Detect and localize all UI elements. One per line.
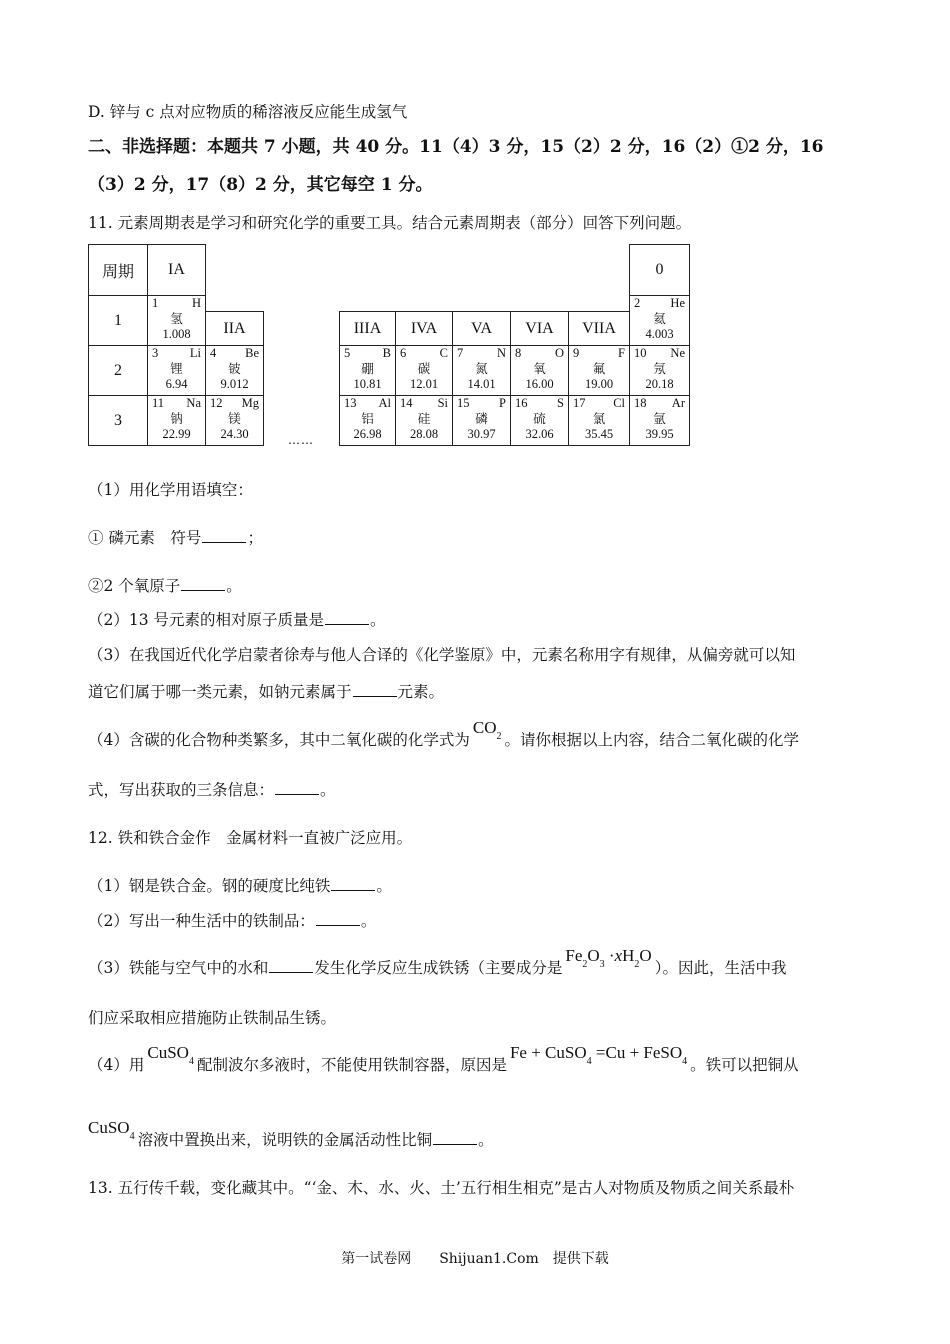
group-va-header: VA [452,311,511,346]
element-cell: 10 Ne 氖 20.18 [629,345,690,396]
q11-part4a: （4）含碳的化合物种类繁多，其中二氧化碳的化学式为$CO_2$ 。请你根据以上内容，结合二氧化碳的化学 [88,718,800,749]
group-iia-header: IIA [205,311,264,346]
answer-blank[interactable] [325,610,369,625]
element-cell: 18 Ar 氩 39.95 [629,395,690,446]
q12-part1: （1）钢是铁合金。钢的硬度比纯铁 。 [88,877,392,895]
element-cell: 8 O 氧 16.00 [510,345,569,396]
answer-blank[interactable] [181,576,225,591]
group-viia-header: VIIA [568,311,630,346]
answer-blank[interactable] [353,682,397,697]
q11-part3b: 道它们属于哪一类元素，如钠元素属于 元素。 [88,683,445,701]
cuso4-formula: CuSO$_4$ [88,1118,135,1142]
element-cell: 14 Si 硅 28.08 [395,395,453,446]
q11-part3a: （3）在我国近代化学启蒙者徐寿与他人合译的《化学鉴原》中，元素名称用字有规律，从偏旁就可以知 [88,646,796,664]
answer-blank[interactable] [269,958,313,973]
element-cell: 3 Li 锂 6.94 [147,345,206,396]
q11-part1b: ②2 个氧原子 。 [88,577,242,595]
q12-part2: （2）写出一种生活中的铁制品： 。 [88,912,377,930]
element-cell: 4 Be 铍 9.012 [205,345,264,396]
element-cell: 11 Na 钠 22.99 [147,395,206,446]
periodic-table [88,244,690,446]
q12-part4a: （4）用CuSO$_4$ 配制波尔多液时，不能使用铁制容器，原因是Fe + CuSO$_4$ =Cu + FeSO$_4$ 。铁可以把铜从 [88,1043,799,1074]
group-via-header: VIA [510,311,569,346]
q12-part3b: 们应采取相应措施防止铁制品生锈。 [88,1009,337,1027]
period-3: 3 [88,395,148,446]
element-cell: 2 He 氦 4.003 [629,295,690,346]
element-cell: 16 S 硫 32.06 [510,395,569,446]
q13-stem: 13. 五行传千载，变化藏其中。“‘金、木、水、火、土’五行相生相克”是古人对物质及物质之间关系最朴 [88,1179,795,1197]
period-2: 2 [88,345,148,396]
option-d: D. 锌与 c 点对应物质的稀溶液反应能生成氢气 [88,103,408,121]
q11-part2: （2）13 号元素的相对原子质量是 。 [88,611,386,629]
table-ellipsis: …… [288,433,314,447]
element-cell: 5 B 硼 10.81 [339,345,396,396]
answer-blank[interactable] [202,528,246,543]
q12-part3a: （3）铁能与空气中的水和 发生化学反应生成铁锈（主要成分是$Fe_2O_3 \cdot xH_2O$）。因此，生活中我 [88,946,787,977]
element-cell: 17 Cl 氯 35.45 [568,395,630,446]
answer-blank[interactable] [331,876,375,891]
period-1: 1 [88,295,148,346]
co2-formula: $CO_2$ [472,718,502,742]
group-iiia-header: IIIA [339,311,396,346]
element-cell: 13 Al 铝 26.98 [339,395,396,446]
element-cell: 6 C 碳 12.01 [395,345,453,396]
section-heading-line1: 二、非选择题：本题共 7 小题，共 40 分。11（4）3 分，15（2）2 分，16（2）①2 分，16 [88,137,824,157]
q11-part1: （1）用化学用语填空： [88,481,253,499]
answer-blank[interactable] [316,911,360,926]
element-cell: 15 P 磷 30.97 [452,395,511,446]
element-cell: 12 Mg 镁 24.30 [205,395,264,446]
rust-formula: $Fe_2O_3 \cdot xH_2O$ [565,946,652,970]
group-0-header: 0 [629,244,690,296]
reaction-equation: Fe + CuSO$_4$ =Cu + FeSO$_4$ [509,1043,688,1067]
q11-part4b: 式，写出获取的三条信息： 。 [88,781,336,799]
q12-part4b: CuSO$_4$ 溶液中置换出来，说明铁的金属活动性比铜 。 [88,1118,494,1149]
section-heading-line2: （3）2 分，17（8）2 分，其它每空 1 分。 [88,175,433,195]
page-footer: 第一试卷网 Shijuan1.Com 提供下载 [341,1251,609,1267]
q11-stem: 11. 元素周期表是学习和研究化学的重要工具。结合元素周期表（部分）回答下列问题。 [88,214,692,232]
q12-stem: 12. 铁和铁合金作 金属材料一直被广泛应用。 [88,829,413,847]
element-cell: 7 N 氮 14.01 [452,345,511,396]
group-iva-header: IVA [395,311,453,346]
element-cell: 1 H 氢 1.008 [147,295,206,346]
answer-blank[interactable] [275,780,319,795]
answer-blank[interactable] [433,1130,477,1145]
cuso4-formula: CuSO$_4$ [147,1043,194,1067]
element-cell: 9 F 氟 19.00 [568,345,630,396]
group-ia-header: IA [147,244,206,296]
q11-part1a: ① 磷元素 符号 ； [88,529,263,547]
period-header: 周期 [88,244,148,296]
